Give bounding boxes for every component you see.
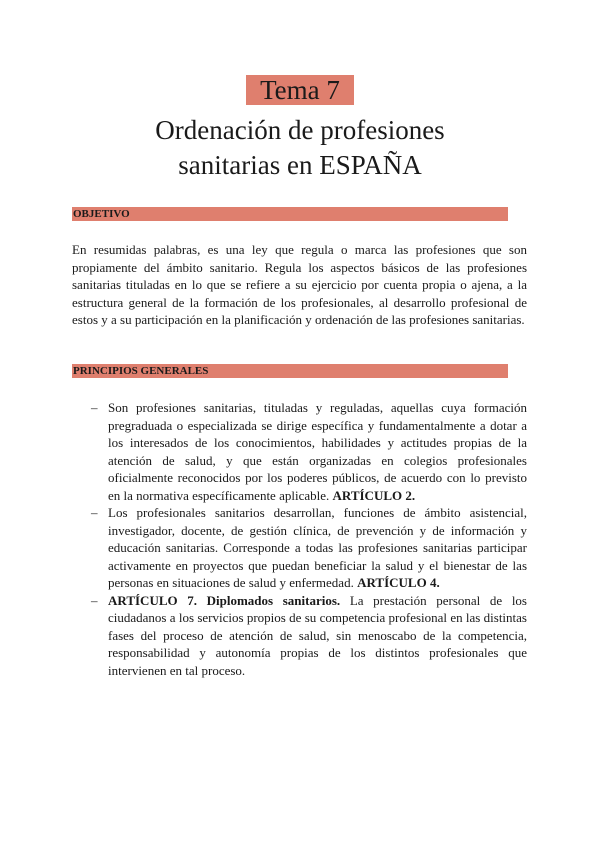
dash-bullet: – (91, 505, 98, 520)
title-line-2: sanitarias en ESPAÑA (178, 150, 422, 180)
dash-bullet: – (91, 400, 98, 415)
list-item (72, 504, 527, 592)
list-item (72, 592, 527, 680)
principios-list (72, 399, 527, 679)
title-line-1: Ordenación de profesiones (155, 115, 445, 145)
list-item-text: Los profesionales sanitarios desarrollan, funciones de ámbito asistencial, investigador, docente, de gestión clínica, de prevención y de información y educación sanitarias. Corresponde a todas las profesiones sanitarias participar activamente en proyectos que puedan beneficiar la salud y el bienestar de las personas en situaciones de salud y enfermedad. (108, 505, 527, 590)
objetivo-paragraph: En resumidas palabras, es una ley que regula o marca las profesiones que son propiamente del ámbito sanitario. Regula los aspectos básicos de las profesiones sanitarias tituladas en lo que se refiere a su ejercicio por cuenta propia o ajena, a la estructura general de la formación de los profesionales, al desarrollo profesional de estos y a su participación en la planificación y ordenación de las profesiones sanitarias. (72, 242, 527, 327)
article-reference: ARTÍCULO 4. (357, 575, 440, 590)
list-item-text: Son profesiones sanitarias, tituladas y reguladas, aquellas cuya formación pregraduada o especializada se dirige específica y fundamentalmente a dotar a los interesados de los conocimientos, habilidades y actitudes propias de la atención de salud, y que están organizadas en colegios profesionales oficialmente reconocidos por los poderes públicos, de acuerdo con lo previsto en la normativa específicamente aplicable. (108, 400, 527, 503)
section-heading-principios: PRINCIPIOS GENERALES (72, 364, 508, 378)
page-title (60, 113, 540, 183)
list-item (72, 399, 527, 504)
dash-bullet: – (91, 592, 98, 608)
article-reference: ARTÍCULO 7. Diplomados sanitarios. (108, 592, 341, 608)
topic-number-badge: Tema 7 (246, 75, 354, 105)
section-heading-objetivo: OBJETIVO (72, 207, 508, 221)
article-reference: ARTÍCULO 2. (332, 487, 416, 503)
list-item-text: La prestación personal de los ciudadanos a los servicios propios de su competencia profesional en las distintas fases del proceso de atención de salud, sin menoscabo de la competencia, responsabilidad y autonomía propias de los distintos profesionales que intervienen en tal proceso. (108, 592, 527, 678)
